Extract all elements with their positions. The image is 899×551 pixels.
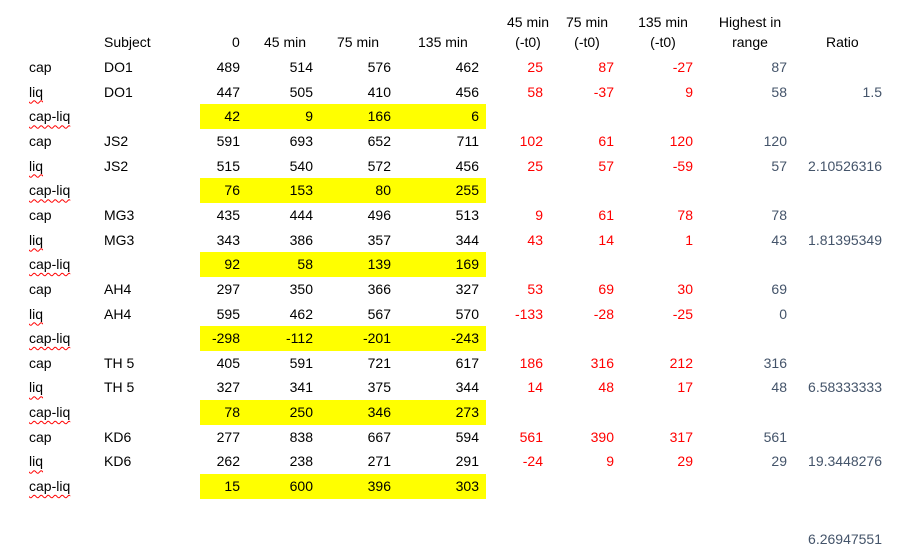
delta-value-d45[interactable]: 102 — [519, 132, 543, 149]
time-value-t75[interactable]: 396 — [367, 478, 391, 494]
time-value-t0[interactable]: 591 — [216, 132, 240, 149]
delta-value-d45[interactable]: 561 — [519, 428, 543, 445]
header-delta-45-line2: (-t0) — [515, 34, 541, 50]
time-value-t75[interactable]: 667 — [367, 428, 391, 445]
cap-liq-row — [0, 400, 899, 424]
delta-value-d135[interactable]: 9 — [685, 83, 693, 100]
time-value-t0[interactable]: 489 — [216, 59, 240, 75]
time-value-t135[interactable]: 513 — [455, 206, 479, 223]
cap-row — [0, 425, 899, 449]
summary-row — [0, 527, 899, 551]
cap-row — [0, 277, 899, 301]
time-value-t135[interactable]: 327 — [455, 280, 479, 297]
delta-value-d75[interactable]: 14 — [598, 231, 614, 248]
ratio-value[interactable] — [782, 425, 882, 449]
row-label[interactable]: liq — [29, 379, 44, 396]
header-highest-in-range[interactable] — [705, 12, 795, 52]
highest-value[interactable]: 69 — [771, 280, 787, 297]
row-label[interactable]: cap-liq — [29, 182, 71, 199]
time-value-t135[interactable]: 344 — [455, 379, 479, 396]
row-label[interactable]: cap — [29, 428, 52, 445]
subject-cell[interactable]: KD6 — [104, 428, 132, 445]
header-highest-line2: range — [732, 34, 768, 50]
time-value-t135[interactable]: 273 — [455, 404, 479, 421]
time-value-t0[interactable]: 92 — [224, 256, 240, 273]
delta-value-d75[interactable]: 61 — [598, 132, 614, 149]
time-value-t75[interactable]: -201 — [362, 330, 391, 347]
row-label[interactable]: cap — [29, 354, 52, 371]
subject-cell[interactable]: DO1 — [104, 59, 133, 75]
time-value-t75[interactable]: 375 — [367, 379, 391, 396]
delta-value-d75[interactable]: -28 — [593, 305, 614, 322]
time-value-t135[interactable]: 169 — [455, 256, 479, 273]
liq-row — [0, 449, 899, 473]
delta-value-d75[interactable]: 69 — [598, 280, 614, 297]
time-value-t135[interactable]: 570 — [455, 305, 479, 322]
delta-value-d135[interactable]: 78 — [677, 206, 693, 223]
ratio-value[interactable]: 6.58333333 — [808, 379, 882, 396]
delta-value-d135[interactable]: 120 — [669, 132, 693, 149]
delta-value-d135[interactable]: -25 — [672, 305, 693, 322]
header-delta-135[interactable] — [627, 12, 699, 52]
row-label[interactable]: liq — [29, 305, 44, 322]
ratio-value[interactable] — [782, 351, 882, 375]
row-label[interactable]: cap — [29, 206, 52, 223]
ratio-value[interactable] — [782, 302, 882, 326]
row-label[interactable]: liq — [29, 83, 44, 100]
row-label[interactable]: liq — [29, 453, 44, 470]
delta-value-d135[interactable]: 30 — [677, 280, 693, 297]
highest-value[interactable]: 78 — [771, 206, 787, 223]
time-value-t0[interactable]: 78 — [224, 404, 240, 421]
delta-value-d75[interactable]: 316 — [590, 354, 614, 371]
delta-value-d135[interactable]: 317 — [669, 428, 693, 445]
time-value-t135[interactable]: 303 — [455, 478, 479, 494]
subject-cell[interactable]: JS2 — [104, 132, 129, 149]
row-label[interactable]: cap-liq — [29, 330, 71, 347]
cap-liq-row — [0, 474, 899, 498]
delta-value-d45[interactable]: -24 — [522, 453, 543, 470]
liq-row — [0, 228, 899, 252]
row-label[interactable]: liq — [29, 157, 44, 174]
row-label[interactable]: cap — [29, 280, 52, 297]
subject-cell[interactable]: KD6 — [104, 453, 132, 470]
time-value-t75[interactable]: 576 — [367, 59, 391, 75]
row-label[interactable]: cap — [29, 132, 52, 149]
time-value-t45[interactable]: 838 — [289, 428, 313, 445]
cap-row — [0, 129, 899, 153]
time-value-t45[interactable]: 350 — [289, 280, 313, 297]
time-value-t45[interactable]: 238 — [289, 453, 313, 470]
time-value-t0[interactable]: 435 — [216, 206, 240, 223]
time-value-t75[interactable]: 346 — [367, 404, 391, 421]
cap-row — [0, 203, 899, 227]
ratio-value[interactable] — [782, 277, 882, 301]
time-value-t75[interactable]: 139 — [367, 256, 391, 273]
time-value-t135[interactable]: 344 — [455, 231, 479, 248]
ratio-value[interactable]: 2.10526316 — [808, 157, 882, 174]
time-value-t75[interactable]: 567 — [367, 305, 391, 322]
highest-value[interactable]: 87 — [771, 59, 787, 75]
subject-cell[interactable]: DO1 — [104, 83, 133, 100]
time-value-t45[interactable]: 341 — [289, 379, 313, 396]
time-value-t75[interactable]: 721 — [367, 354, 391, 371]
time-value-t0[interactable]: -298 — [211, 330, 240, 347]
header-delta-45-line1: 45 min — [506, 14, 550, 30]
header-delta-75-line1: 75 min — [565, 14, 609, 30]
time-value-t0[interactable]: 515 — [216, 157, 240, 174]
ratio-value[interactable] — [782, 203, 882, 227]
time-value-t0[interactable]: 595 — [216, 305, 240, 322]
row-label[interactable]: cap-liq — [29, 256, 71, 273]
row-label[interactable]: cap-liq — [29, 108, 71, 125]
delta-value-d45[interactable]: 186 — [519, 354, 543, 371]
time-value-t0[interactable]: 327 — [216, 379, 240, 396]
header-delta-75-line2: (-t0) — [574, 34, 600, 50]
time-value-t45[interactable]: 514 — [289, 59, 313, 75]
delta-value-d135[interactable]: -59 — [672, 157, 693, 174]
delta-value-d135[interactable]: -27 — [672, 59, 693, 75]
header-ratio[interactable]: Ratio — [826, 34, 859, 50]
highest-value[interactable]: 43 — [771, 231, 787, 248]
row-label[interactable]: liq — [29, 231, 44, 248]
time-value-t0[interactable]: 15 — [224, 478, 240, 494]
time-value-t0[interactable]: 447 — [216, 83, 240, 100]
time-value-t135[interactable]: 594 — [455, 428, 479, 445]
time-value-t45[interactable]: 58 — [297, 256, 313, 273]
time-value-t135[interactable]: 617 — [455, 354, 479, 371]
highest-value[interactable]: 29 — [771, 453, 787, 470]
delta-value-d45[interactable]: -133 — [514, 305, 543, 322]
liq-row — [0, 375, 899, 399]
subject-cell[interactable]: TH 5 — [104, 379, 135, 396]
time-value-t0[interactable]: 42 — [224, 108, 240, 125]
time-value-t45[interactable]: -112 — [286, 330, 313, 347]
liq-row — [0, 154, 899, 178]
delta-value-d45[interactable]: 53 — [527, 280, 543, 297]
ratio-value[interactable]: 19.3448276 — [808, 453, 882, 470]
time-value-t45[interactable]: 153 — [289, 182, 313, 199]
time-value-t45[interactable]: 250 — [289, 404, 313, 421]
ratio-value[interactable] — [782, 55, 882, 79]
delta-value-d45[interactable]: 9 — [535, 206, 543, 223]
highest-value[interactable]: 561 — [763, 428, 787, 445]
subject-cell[interactable]: JS2 — [104, 157, 129, 174]
cap-liq-row — [0, 178, 899, 202]
delta-value-d45[interactable]: 25 — [527, 157, 543, 174]
time-value-t0[interactable]: 405 — [216, 354, 240, 371]
delta-value-d135[interactable]: 29 — [677, 453, 693, 470]
delta-value-d75[interactable]: 48 — [598, 379, 614, 396]
time-value-t75[interactable]: 357 — [367, 231, 391, 248]
subject-cell[interactable]: MG3 — [104, 231, 135, 248]
delta-value-d45[interactable]: 43 — [527, 231, 543, 248]
cap-liq-row — [0, 104, 899, 128]
delta-value-d75[interactable]: -37 — [593, 83, 614, 100]
time-value-t75[interactable]: 80 — [375, 182, 391, 199]
header-time-75[interactable]: 75 min — [337, 34, 380, 50]
cap-liq-row — [0, 252, 899, 276]
cap-row — [0, 351, 899, 375]
subject-cell[interactable]: AH4 — [104, 305, 132, 322]
time-value-t135[interactable]: 6 — [471, 108, 479, 125]
header-delta-75[interactable] — [552, 12, 622, 52]
delta-value-d75[interactable]: 390 — [590, 428, 614, 445]
time-value-t45[interactable]: 540 — [289, 157, 313, 174]
highest-value[interactable]: 48 — [771, 379, 787, 396]
time-value-t75[interactable]: 652 — [367, 132, 391, 149]
header-time-0[interactable]: 0 — [232, 34, 240, 50]
cap-liq-row — [0, 326, 899, 350]
highest-value[interactable]: 0 — [779, 305, 787, 322]
time-value-t75[interactable]: 271 — [367, 453, 391, 470]
time-value-t135[interactable]: 291 — [455, 453, 479, 470]
delta-value-d75[interactable]: 87 — [598, 59, 614, 75]
cap-row — [0, 55, 899, 79]
time-value-t75[interactable]: 410 — [367, 83, 391, 100]
time-value-t45[interactable]: 505 — [289, 83, 313, 100]
time-value-t135[interactable]: 456 — [455, 83, 479, 100]
highest-value[interactable]: 58 — [771, 83, 787, 100]
highest-value[interactable]: 57 — [771, 157, 787, 174]
delta-value-d135[interactable]: 1 — [685, 231, 693, 248]
time-value-t45[interactable]: 9 — [305, 108, 313, 125]
liq-row — [0, 80, 899, 104]
time-value-t75[interactable]: 166 — [367, 108, 391, 125]
header-highest-line1: Highest in — [718, 14, 782, 30]
delta-value-d75[interactable]: 9 — [606, 453, 614, 470]
header-subject[interactable]: Subject — [104, 34, 151, 50]
ratio-value[interactable]: 1.5 — [862, 83, 882, 100]
time-value-t0[interactable]: 277 — [216, 428, 240, 445]
ratio-value[interactable] — [782, 129, 882, 153]
time-value-t135[interactable]: 255 — [455, 182, 479, 199]
time-value-t0[interactable]: 262 — [216, 453, 240, 470]
delta-value-d135[interactable]: 212 — [669, 354, 693, 371]
delta-value-d45[interactable]: 58 — [527, 83, 543, 100]
time-value-t75[interactable]: 572 — [367, 157, 391, 174]
time-value-t45[interactable]: 444 — [289, 206, 313, 223]
time-value-t0[interactable]: 76 — [224, 182, 240, 199]
time-value-t45[interactable]: 386 — [289, 231, 313, 248]
time-value-t45[interactable]: 693 — [289, 132, 313, 149]
ratio-summary-value[interactable]: 6.26947551 — [808, 531, 882, 547]
time-value-t45[interactable]: 591 — [289, 354, 313, 371]
header-time-45[interactable]: 45 min — [264, 34, 307, 50]
subject-cell[interactable]: AH4 — [104, 280, 132, 297]
highest-value[interactable]: 316 — [763, 354, 787, 371]
row-label[interactable]: cap-liq — [29, 478, 71, 494]
time-value-t75[interactable]: 366 — [367, 280, 391, 297]
time-value-t135[interactable]: -243 — [450, 330, 479, 347]
header-delta-135-line1: 135 min — [638, 14, 688, 30]
ratio-value[interactable]: 1.81395349 — [808, 231, 882, 248]
row-label[interactable]: cap-liq — [29, 404, 71, 421]
time-value-t135[interactable]: 462 — [455, 59, 479, 75]
subject-cell[interactable]: MG3 — [104, 206, 135, 223]
time-value-t45[interactable]: 600 — [289, 478, 313, 494]
header-delta-135-line2: (-t0) — [650, 34, 676, 50]
header-time-135[interactable]: 135 min — [418, 34, 468, 50]
delta-value-d45[interactable]: 25 — [527, 59, 543, 75]
time-value-t135[interactable]: 711 — [456, 132, 479, 149]
row-label[interactable]: cap — [29, 59, 52, 75]
delta-value-d135[interactable]: 17 — [677, 379, 693, 396]
delta-value-d45[interactable]: 14 — [527, 379, 543, 396]
time-value-t135[interactable]: 456 — [455, 157, 479, 174]
delta-value-d75[interactable]: 57 — [598, 157, 614, 174]
highest-value[interactable]: 120 — [763, 132, 787, 149]
liq-row — [0, 302, 899, 326]
time-value-t0[interactable]: 343 — [216, 231, 240, 248]
time-value-t45[interactable]: 462 — [289, 305, 313, 322]
delta-value-d75[interactable]: 61 — [598, 206, 614, 223]
time-value-t75[interactable]: 496 — [367, 206, 391, 223]
subject-cell[interactable]: TH 5 — [104, 354, 135, 371]
time-value-t0[interactable]: 297 — [216, 280, 240, 297]
